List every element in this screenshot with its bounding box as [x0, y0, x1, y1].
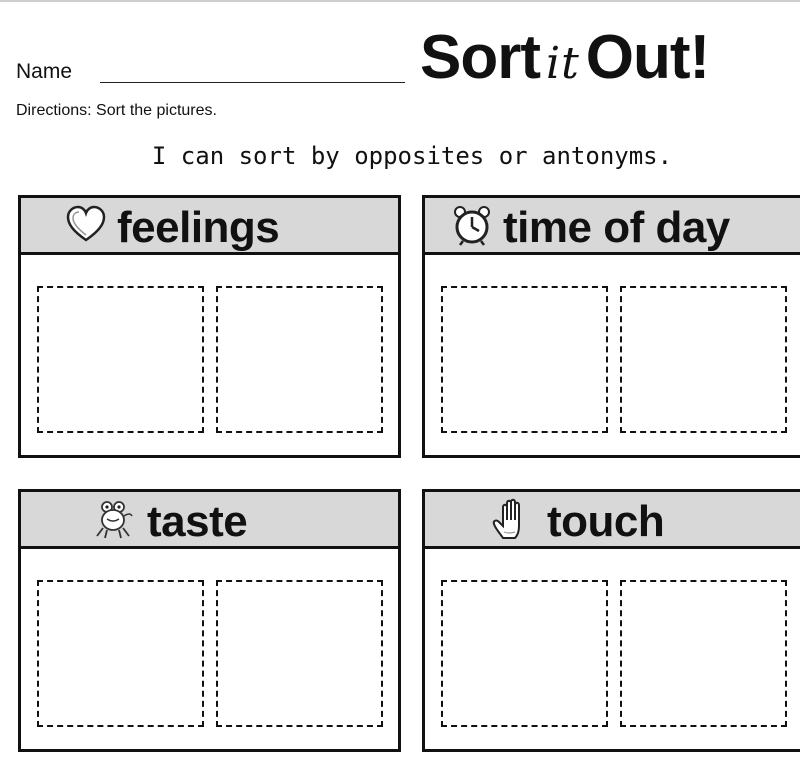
alarm-clock-icon [451, 204, 493, 246]
sort-box[interactable] [37, 580, 204, 727]
directions-text: Directions: Sort the pictures. [16, 102, 217, 119]
panel-title: taste [147, 497, 248, 546]
name-input-line[interactable] [100, 82, 405, 83]
frog-icon [93, 498, 135, 540]
panel-title: time of day [503, 203, 730, 252]
panel-header [425, 198, 800, 255]
panel-header [21, 198, 398, 255]
panel-title: touch [547, 497, 665, 546]
sort-box[interactable] [620, 286, 787, 433]
sort-panel-touch [422, 489, 800, 752]
name-label: Name [16, 60, 73, 83]
title-word-out: Out! [585, 23, 710, 92]
sort-box[interactable] [441, 286, 608, 433]
panel-header [425, 492, 800, 549]
heart-icon [65, 204, 107, 246]
worksheet-title [420, 22, 709, 93]
sort-box[interactable] [37, 286, 204, 433]
panel-header [21, 492, 398, 549]
sort-panel-feelings [18, 195, 401, 458]
objective-text: I can sort by opposites or antonyms. [151, 142, 673, 170]
title-word-it: it [546, 38, 580, 89]
sort-box[interactable] [216, 286, 383, 433]
hand-icon [491, 498, 533, 540]
sort-panel-taste [18, 489, 401, 752]
sort-panel-time-of-day [422, 195, 800, 458]
title-word-sort: Sort [420, 23, 540, 92]
sort-box[interactable] [620, 580, 787, 727]
sort-box[interactable] [216, 580, 383, 727]
top-divider [0, 0, 800, 2]
sort-box[interactable] [441, 580, 608, 727]
panel-title: feelings [117, 203, 280, 252]
